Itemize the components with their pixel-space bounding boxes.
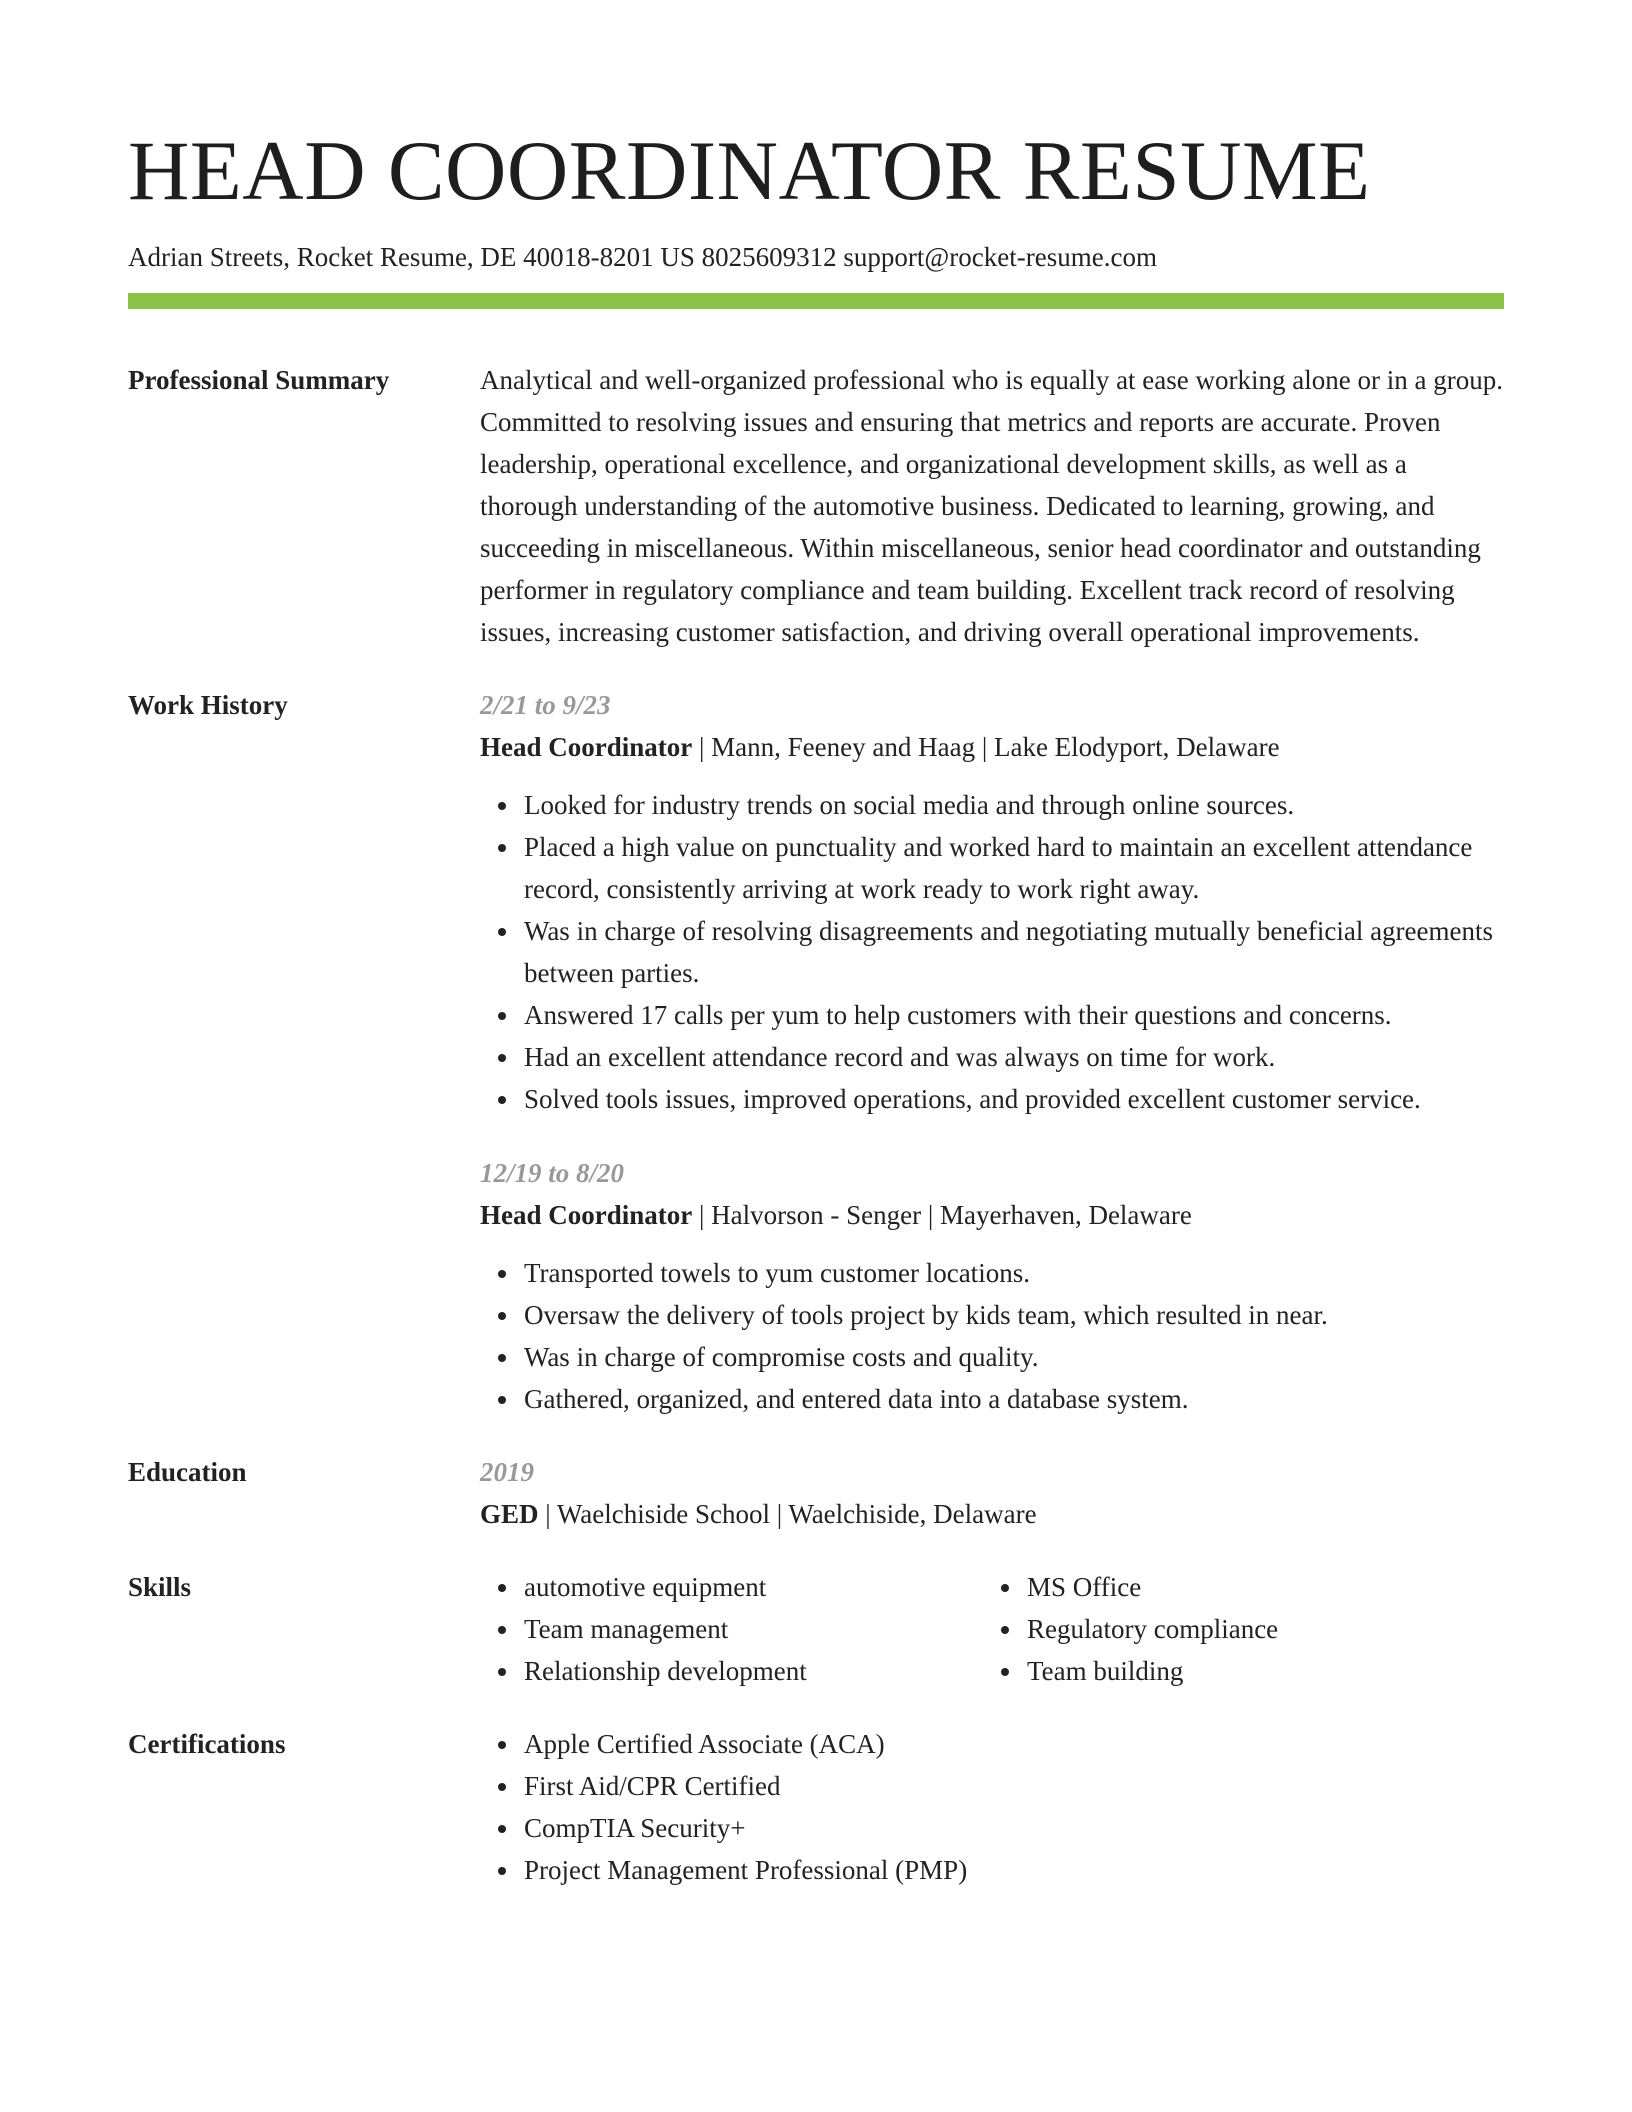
job-entry (480, 684, 1504, 1120)
job-bullet: Gathered, organized, and entered data into a database system. (524, 1378, 1504, 1420)
job-bullet: Answered 17 calls per yum to help customers with their questions and concerns. (524, 994, 1504, 1036)
education-body (480, 1451, 1504, 1535)
job-bullet: Placed a high value on punctuality and worked hard to maintain an excellent attendance record, consistently arriving at work ready to work right away. (524, 826, 1504, 910)
skills-list (983, 1566, 1383, 1692)
skill-item: MS Office (1027, 1566, 1383, 1608)
section-label-certifications: Certifications (128, 1729, 286, 1759)
job-bullet: Had an excellent attendance record and was always on time for work. (524, 1036, 1504, 1078)
skill-item: Regulatory compliance (1027, 1608, 1383, 1650)
job-bullet: Was in charge of compromise costs and quality. (524, 1336, 1504, 1378)
job-bullets (480, 1252, 1504, 1420)
certification-item: CompTIA Security+ (524, 1807, 1504, 1849)
resume-title: HEAD COORDINATOR RESUME (128, 124, 1371, 218)
education-details: | Waelchiside School | Waelchiside, Delaware (538, 1499, 1037, 1529)
certifications-body (480, 1723, 1504, 1891)
certification-item: First Aid/CPR Certified (524, 1765, 1504, 1807)
work-history-body (480, 684, 1504, 1420)
job-bullet: Oversaw the delivery of tools project by kids team, which resulted in near. (524, 1294, 1504, 1336)
job-bullet: Looked for industry trends on social media and through online sources. (524, 784, 1504, 826)
section-label-summary: Professional Summary (128, 365, 390, 395)
skills-column (983, 1566, 1383, 1692)
education-line (480, 1493, 1504, 1535)
summary-text: Analytical and well-organized professional who is equally at ease working alone or in a group. Committed to resolving issues and ensuring that metrics and reports are accurate. Proven leadership, operational excellence, and organizational development skills, as well as a thorough understanding of the automotive business. Dedicated to learning, growing, and succeeding in miscellaneous. Within miscellaneous, senior head coordinator and outstanding performer in regulatory compliance and team building. Excellent track record of resolving issues, increasing customer satisfaction, and driving overall operational improvements. (480, 365, 1503, 647)
job-dates: 12/19 to 8/20 (480, 1158, 625, 1188)
job-bullet: Solved tools issues, improved operations, and provided excellent customer service. (524, 1078, 1504, 1120)
skills-list (480, 1566, 983, 1692)
skills-grid (480, 1566, 1504, 1692)
skill-item: Relationship development (524, 1650, 983, 1692)
work-history-section (128, 684, 1504, 1420)
accent-divider (128, 293, 1504, 309)
section-label-education: Education (128, 1457, 247, 1487)
skill-item: Team building (1027, 1650, 1383, 1692)
certifications-section (128, 1723, 1504, 1891)
job-bullet: Was in charge of resolving disagreements and negotiating mutually beneficial agreements between parties. (524, 910, 1504, 994)
certifications-list (480, 1723, 1504, 1891)
certification-item: Project Management Professional (PMP) (524, 1849, 1504, 1891)
education-degree: GED (480, 1499, 539, 1529)
skill-item: automotive equipment (524, 1566, 983, 1608)
skill-item: Team management (524, 1608, 983, 1650)
section-label-work-history: Work History (128, 690, 288, 720)
education-section (128, 1451, 1504, 1535)
job-dates: 2/21 to 9/23 (480, 690, 611, 720)
skills-section (128, 1566, 1504, 1692)
job-role: Head Coordinator (480, 1200, 693, 1230)
job-role: Head Coordinator (480, 732, 693, 762)
skills-body (480, 1566, 1504, 1692)
section-label-skills: Skills (128, 1572, 192, 1602)
job-details: | Mann, Feeney and Haag | Lake Elodyport, Delaware (692, 732, 1280, 762)
job-title-line (480, 1194, 1504, 1236)
job-entry (480, 1152, 1504, 1420)
education-year: 2019 (480, 1457, 534, 1487)
job-bullets (480, 784, 1504, 1120)
certification-item: Apple Certified Associate (ACA) (524, 1723, 1504, 1765)
summary-section (128, 359, 1504, 653)
job-title-line (480, 726, 1504, 768)
summary-body (480, 359, 1504, 653)
job-bullet: Transported towels to yum customer locations. (524, 1252, 1504, 1294)
contact-line: Adrian Streets, Rocket Resume, DE 40018-8201 US 8025609312 support@rocket-resume.com (128, 242, 1157, 272)
skills-column (480, 1566, 983, 1692)
job-details: | Halvorson - Senger | Mayerhaven, Delaware (692, 1200, 1192, 1230)
resume-page (128, 0, 1504, 1891)
